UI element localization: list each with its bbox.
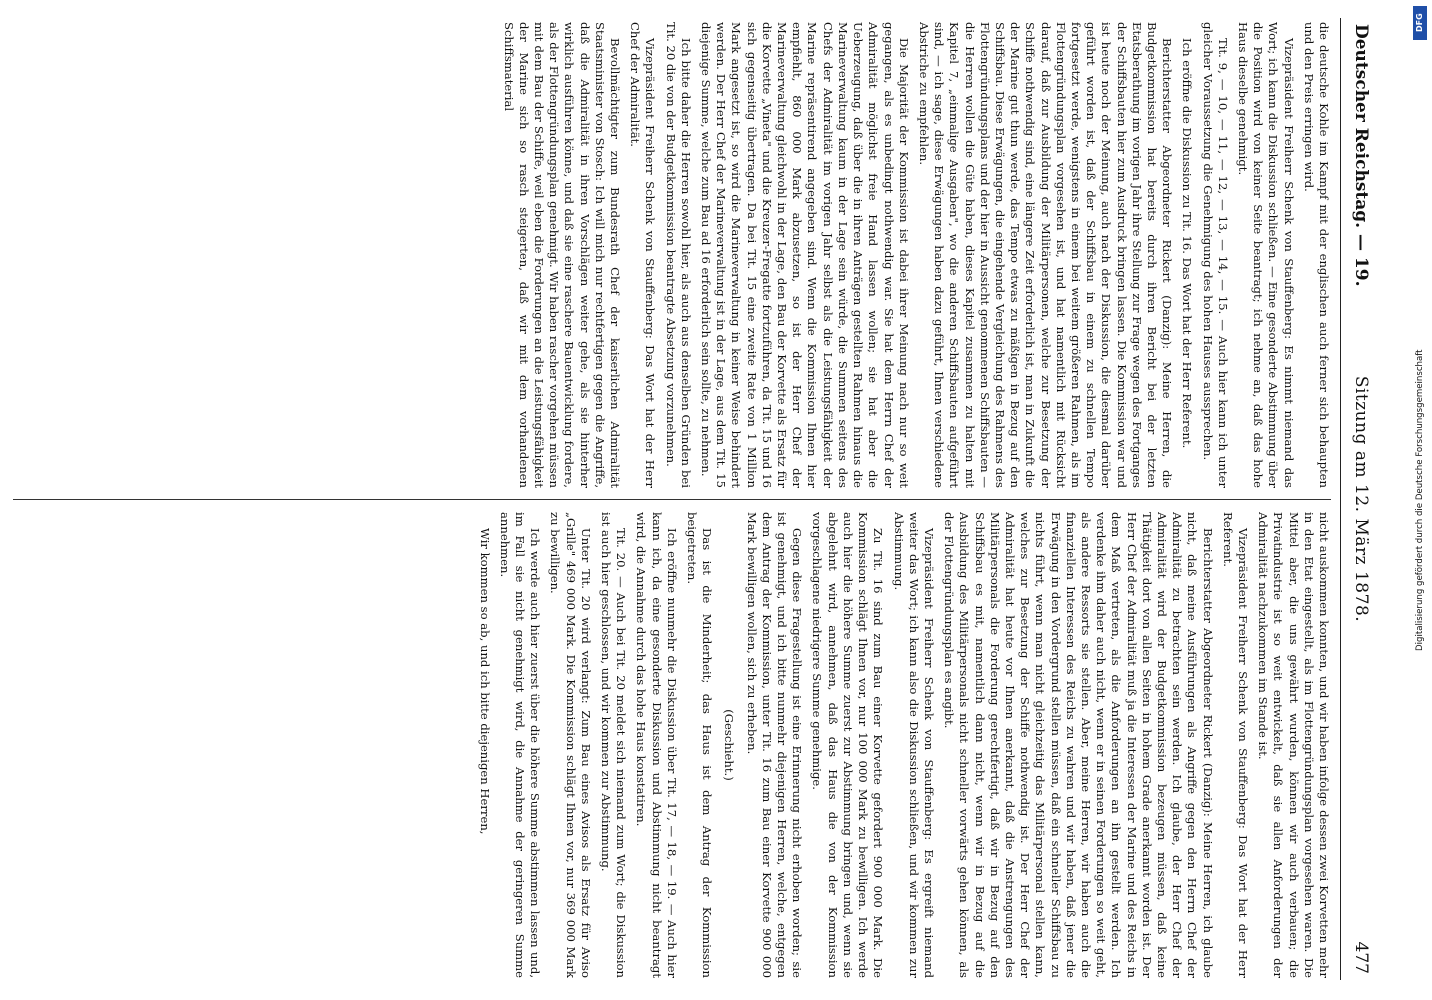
paragraph: Unter Tit. 20 wird verlangt: Zum Bau eines Avisos als Ersatz für Aviso „Grille" 469 000 Mark. Die Kommission schlägt Ihnen vor, nur 369 000 Mark zu bewilligen. <box>548 512 593 978</box>
paragraph: Berichterstatter Abgeordneter Rickert (Danzig): Meine Herren, die Budgetkommission hat bereits durch ihren Bericht bei der letzten Etatsberathung im vorigen Jahr ihre Stellung zur Frage wegen des Fortganges der Schiffsbauten hier zum Ausdruck bringen lassen. Die Kommission war und ist heute noch der Meinung, auch nach der Diskussion, die diesmal darüber geführt worden ist, daß der Schiffsbau in einem zu schnellen Tempo fortgesetzt werde, wenigstens in einem bei weitem größeren Rahmen, als im Flottengründungsplan vorgesehen ist, und hat namentlich mit Rücksicht darauf, daß zur Ausbildung der Militärpersonen, welche zur Besetzung der Schiffe nothwendig sind, eine längere Zeit erforderlich ist, man in Zukunft die der Marine gut thun werde, das Tempo etwas zu mäßigen in Bezug auf den Schiffsbau. Diese Erwägungen, die eingehende Vergleichung des Rahmens des Flottengründungsplans und der hier in Aussicht genommenen Schiffsbauten — die Herren wollen die Güte haben, dieses Kapitel zusammen zu halten mit Kapitel 7, „einmalige Ausgaben", wo die anderen Schiffsbauten aufgeführt sind, — ich sage, diese Erwägungen haben dazu geführt, Ihnen verschiedene Abstriche zu empfehlen. <box>916 22 1175 488</box>
stage-direction: (Geschieht.) <box>722 709 737 781</box>
paragraph: Vizepräsident Freiherr Schenk von Stauffenberg: Das Wort hat der Herr Referent. <box>1220 512 1250 978</box>
attribution-text: Digitalisierung gefördert durch die Deutsche Forschungsgemeinschaft <box>1415 349 1425 651</box>
column-divider <box>13 499 1331 500</box>
paragraph: Die Majorität der Kommission ist dabei ihrer Meinung nach nur so weit gegangen, als es unbedingt nothwendig war. Sie hat dem Herrn Chef der Admiralität möglichst freie Hand lassen wollen; sie hat aber die Ueberzeugung, daß über die in ihren Anträgen gestellten Rahmen hinaus die Marineverwaltung kaum in der Lage sein würde, die Summen seitens des Chefs der Admiralität im vorigen Jahr selbst als die Leistungsfähigkeit der Marine repräsentirend angegeben sind. Wenn die Kommission Ihnen hier empfiehlt, 860 000 Mark abzusetzen, so ist der Herr Chef der Marineverwaltung gleichwohl in der Lage, den Bau der Korvette als Ersatz für die Korvette „Vineta" und die Kreuzer-Fregatte fortzuführen, da Tit. 15 und 16 sich gegenseitig übertragen. Da bei Tit. 15 eine zweite Rate von 1 Million Mark angesetzt ist, so wird die Marineverwaltung in keiner Weise behindert werden. Der Herr Chef der Marineverwaltung ist in der Lage, aus dem Tit. 15 diejenige Summe, welche zum Bau ad 16 erforderlich sein sollte, zu nehmen. <box>699 22 911 488</box>
paragraph: die deutsche Kohle im Kampf mit der englischen auch ferner sich behaupten und den Preis erringen wird. <box>1301 22 1331 488</box>
paragraph: Berichterstatter Abgeordneter Rickert (Danzig): Meine Herren, ich glaube nicht, daß meine Ausführungen als Angriffe gegen den Herrn Chef der Admiralität zu betrachten sein werden. Ich glaube, der Herr Chef der Admiralität wird der Budgetkommission bezeugen müssen, daß keine Thätigkeit dort von allen Seiten in hohem Grade anerkannt worden ist. Der Herr Chef der Admiralität muß ja die Interessen der Marine und des Reichs in dem Maß vertreten, als die Anforderungen an ihn gestellt werden. Ich verdenke ihm daher auch nicht, wenn er in seinen Forderungen so weit geht, als andere Ressorts sie stellen. Aber, meine Herren, wir haben auch die finanziellen Interessen des Reichs zu wahren und wir haben, daß jener die Erwägung in den Vordergrund stellen müssen, daß ein schneller Schiffsbau zu nichts führt, wenn man nicht gleichzeitig das Militärpersonal stellen kann, welches zur Besetzung der Schiffe nothwendig ist. Der Herr Chef der Admiralität hat heute vor Ihnen anerkannt, daß die Anstrengungen des Militärpersonals die Forderung gerechtfertigt, daß wir in Bezug auf den Schiffsbau es mit, namentlich dann nicht, wenn wir in Bezug auf die Ausbildung des Militärpersonals nicht schneller vorwärts gehen können, als der Flottengründungsplan es angibt. <box>942 512 1215 978</box>
paragraph: Bevollmächtigter zum Bundesrath Chef der kaiserlichen Admiralität Staatsminister von Stosch: Ich will mich nur rechtfertigen gegen die Angriffe, daß die Admiralität in ihren Vorschlägen weiter gehe, als sie hinterher wirklich ausführen könne, und daß sie eine raschere Bauentwicklung fordere, als der Flottengründungsplan genehmigt. Wir haben rascher vorgehen müssen mit dem Bau der Schiffe, weil eben die Forderungen an die Leistungsfähigkeit der Marine sich so rasch steigerten, daß wir mit dem vorhandenen Schiffsmaterial <box>501 22 623 488</box>
paragraph: nicht auskommen konnten, und wir haben infolge dessen zwei Korvetten mehr in den Etat eingestellt, als im Flottengründungsplan vorgesehen waren. Die Mittel aber, die uns gewährt wurden, können wir auch verbauen; die Privatindustrie ist so weit entwickelt, daß sie allen Anforderungen der Admiralität nachzukommen im Stande ist. <box>1256 512 1331 978</box>
header-left: Deutscher Reichstag. — 19. <box>1351 24 1371 287</box>
paragraph: Ich eröffne nunmehr die Diskussion über Tit. 17, — 18, — 19. — Auch hier kann ich, da eine gesonderte Diskussion und Abstimmung nicht beantragt wird, die Annahme durch das hohe Haus konstatiren. <box>634 512 679 978</box>
paragraph: Vizepräsident Freiherr Schenk von Stauffenberg: Das Wort hat der Herr Chef der Admiralität. <box>628 22 658 488</box>
paragraph: Das ist die Minderheit; das Haus ist dem Antrag der Kommission beigetreten. <box>685 512 715 978</box>
dfg-logo: DFG <box>1413 6 1427 40</box>
left-column <box>9 22 1331 488</box>
page-header <box>1340 18 1381 980</box>
paragraph: Zu Tit. 16 sind zum Bau einer Korvette gefordert 900 000 Mark. Die Kommission schlägt Ihnen vor, nur 100 000 Mark zu bewilligen. Ich werde auch hier die höhere Summe zuerst zur Abstimmung bringen und, wenn sie abgelehnt wird, annehmen, daß das Haus die von der Kommission vorgeschlagene niedrigere Summe genehmige. <box>810 512 886 978</box>
right-column <box>9 512 1331 978</box>
paragraph: Ich eröffne die Diskussion zu Tit. 16. Das Wort hat der Herr Referent. <box>1180 38 1195 449</box>
paragraph: Vizepräsident Freiherr Schenk von Stauffenberg: Es nimmt niemand das Wort; ich kann die Diskussion schließen. — Eine gesonderte Abstimmung über die Position wird von keiner Seite beantragt; ich nehme an, daß das hohe Haus dieselbe genehmigt. <box>1235 22 1296 488</box>
attribution-strip <box>1410 2 1430 998</box>
paragraph: Gegen diese Fragestellung ist eine Erinnerung nicht erhoben worden; sie ist genehmigt, und ich bitte nunmehr diejenigen Herren, welche, entgegen dem Antrag der Kommission, unter Tit. 16 zum Bau einer Korvette 900 000 Mark bewilligen wollen, sich zu erheben. <box>744 512 805 978</box>
paragraph: Ich werde auch hier zuerst über die höhere Summe abstimmen lassen und, im Fall sie nicht genehmigt wird, die Annahme der geringeren Summe annehmen. <box>497 512 543 978</box>
paragraph: Tit. 20. — Auch bei Tit. 20 meldet sich niemand zum Wort; die Diskussion ist auch hier geschlossen, und wir kommen zur Abstimmung. <box>599 512 629 978</box>
page-number: 477 <box>1351 941 1371 974</box>
paragraph: Wir kommen so ab, und ich bitte diejenigen Herren, <box>477 528 492 835</box>
paragraph: Ich bitte daher die Herren sowohl hier, als auch aus denselben Gründen bei Tit. 20 die von der Budgetkommission beantragte Absetzung vorzunehmen. <box>663 22 693 488</box>
paragraph: Tit. 9, — 10, — 11, — 12, — 13, — 14, — 15. — Auch hier kann ich unter gleicher Voraussetzung die Genehmigung des hohen Hauses aussprechen. <box>1200 22 1230 488</box>
paragraph: Vizepräsident Freiherr Schenk von Stauffenberg: Es ergreift niemand weiter das Wort; ich kann also die Diskussion schließen, und wir kommen zur Abstimmung. <box>891 512 936 978</box>
header-center: Sitzung am 12. März 1878. <box>1351 375 1371 623</box>
